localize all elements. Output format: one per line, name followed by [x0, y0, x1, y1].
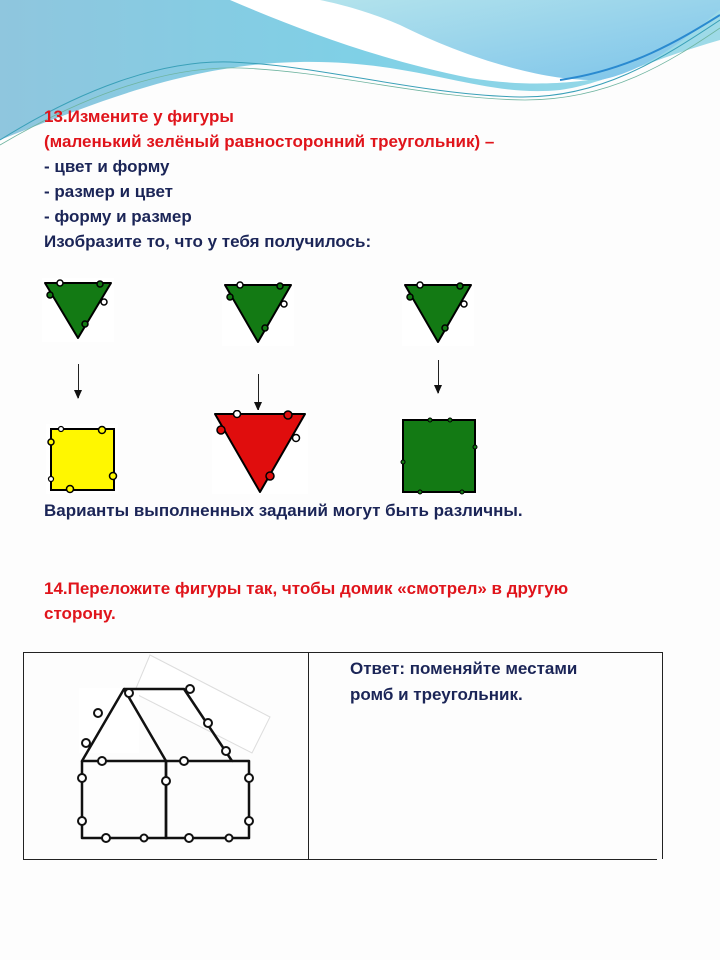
small-green-triangle-icon [42, 278, 114, 342]
large-red-triangle-icon [212, 410, 308, 494]
task13-note: Варианты выполненных заданий могут быть различны. [44, 501, 523, 520]
source-figure-1 [42, 278, 114, 342]
small-green-triangle-icon [222, 280, 294, 346]
arrow-down-icon [78, 364, 79, 398]
task13-subtitle: (маленький зелёный равносторонний треугольник) – [44, 132, 495, 151]
task14-title-line2: сторону. [44, 604, 116, 623]
house-puzzle-figure [64, 653, 304, 853]
small-green-triangle-icon [402, 280, 474, 346]
wall-left-square [82, 761, 166, 838]
arrow-down-icon [438, 360, 439, 393]
result-figure-red-triangle [212, 410, 308, 494]
task13-option-3: - форму и размер [44, 207, 192, 226]
task14-title-line1: 14.Переложите фигуры так, чтобы домик «смотрел» в другую [44, 579, 569, 598]
answer-text [350, 656, 577, 708]
task13-option-1: - цвет и форму [44, 157, 170, 176]
arrow-down-icon [258, 374, 259, 410]
table-bottom-border [23, 859, 657, 860]
table-column-divider [308, 653, 309, 859]
answer-line-2: ромб и треугольник. [350, 685, 523, 704]
answer-line-1: Ответ: поменяйте местами [350, 659, 578, 678]
yellow-square-icon [46, 424, 118, 494]
task13-instruction: Изобразите то, что у тебя получилось: [44, 232, 372, 251]
source-figure-2 [222, 280, 294, 346]
wall-right-square [166, 761, 249, 838]
large-green-square-icon [400, 417, 478, 495]
task13-title: 13.Измените у фигуры [44, 107, 234, 126]
answer-table [23, 652, 663, 859]
result-figure-yellow-square [46, 424, 118, 494]
task13-option-2: - размер и цвет [44, 182, 174, 201]
result-figure-green-square [400, 417, 478, 495]
source-figure-3 [402, 280, 474, 346]
